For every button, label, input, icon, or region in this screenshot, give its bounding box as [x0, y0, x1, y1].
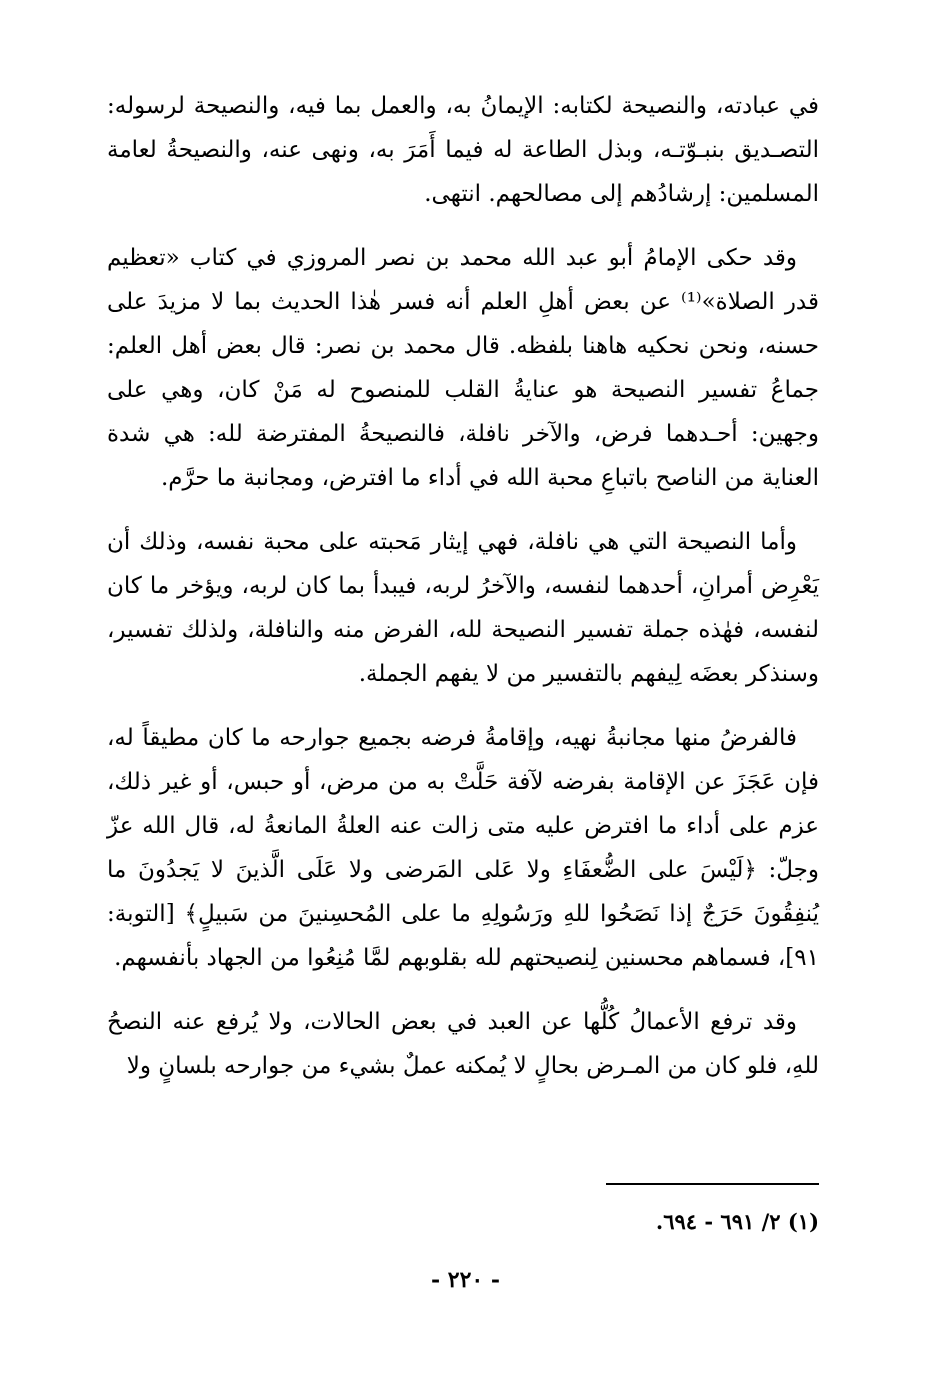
page-number: - ٢٢٠ - — [430, 1267, 501, 1293]
page-body — [107, 84, 819, 1108]
paragraph-3: وأما النصيحة التي هي نافلة، فهي إيثار مَحبته على محبة نفسه، وذلك أن يَعْرِض أمرانِ، أحدهما لنفسه، والآخرُ لربه، فيبدأ بما كان لربه، ويؤخر ما كان لنفسه، فهٰذه جملة تفسير النصيحة لله، الفرض منه والنافلة، ولذلك تفسير، وسنذكر بعضَه لِيفهم بالتفسير من لا يفهم الجملة. — [107, 529, 819, 687]
paragraph-4: فالفرضُ منها مجانبةُ نهيه، وإقامةُ فرضه بجميع جوارحه ما كان مطيقاً له، فإن عَجَزَ عن الإقامة بفرضه لآفة حَلَّتْ به من مرض، أو حبس، أو غير ذلك، عزم على أداء ما افترض عليه متى زالت عنه العلةُ المانعةُ له، قال الله عزّ وجلّ: ﴿لَيْسَ على الضُّعفَاءِ ولا عَلى المَرضى ولا عَلَى الَّذينَ لا يَجدُونَ ما يُنفِقُونَ حَرَجٌ إذا نَصَحُوا للهِ ورَسُولِهِ ما على المُحسِنينَ من سَبيلٍ﴾ [التوبة: ٩١]، فسماهم محسنين لِنصيحتهم لله بقلوبهم لمَّا مُنِعُوا من الجهاد بأنفسهم. — [107, 725, 819, 971]
paragraph-1: في عبادته، والنصيحة لكتابه: الإيمانُ به، والعمل بما فيه، والنصيحة لرسوله: التصـديق بنبـوّتـه، وبذل الطاعة له فيما أَمَرَ به، ونهى عنه، والنصيحةُ لعامة المسلمين: إرشادُهم إلى مصالحهم. انتهى. — [107, 93, 819, 207]
footnote: (١) ٢/ ٦٩١ - ٦٩٤. — [655, 1209, 819, 1234]
paragraph-2: وقد حكى الإمامُ أبو عبد الله محمد بن نصر المروزي في كتاب «تعظيم قدر الصلاة»⁽¹⁾ عن بعض أهلِ العلم أنه فسر هٰذا الحديث بما لا مزيدَ على حسنه، ونحن نحكيه هاهنا بلفظه. قال محمد بن نصر: قال بعض أهل العلم: جماعُ تفسير النصيحة هو عنايةُ القلب للمنصوح له مَنْ كان، وهي على وجهين: أحـدهما فرض، والآخر نافلة، فالنصيحةُ المفترضة لله: هي شدة العناية من الناصح باتباعِ محبة الله في أداء ما افترض، ومجانبة ما حرَّم. — [107, 245, 819, 491]
paragraph-5: وقد ترفع الأعمالُ كُلُّها عن العبد في بعض الحالات، ولا يُرفع عنه النصحُ للهِ، فلو كان من المـرض بحالٍ لا يُمكنه عملٌ بشيء من جوارحه بلسانٍ ولا — [107, 1009, 819, 1079]
footnote-divider — [606, 1183, 819, 1185]
